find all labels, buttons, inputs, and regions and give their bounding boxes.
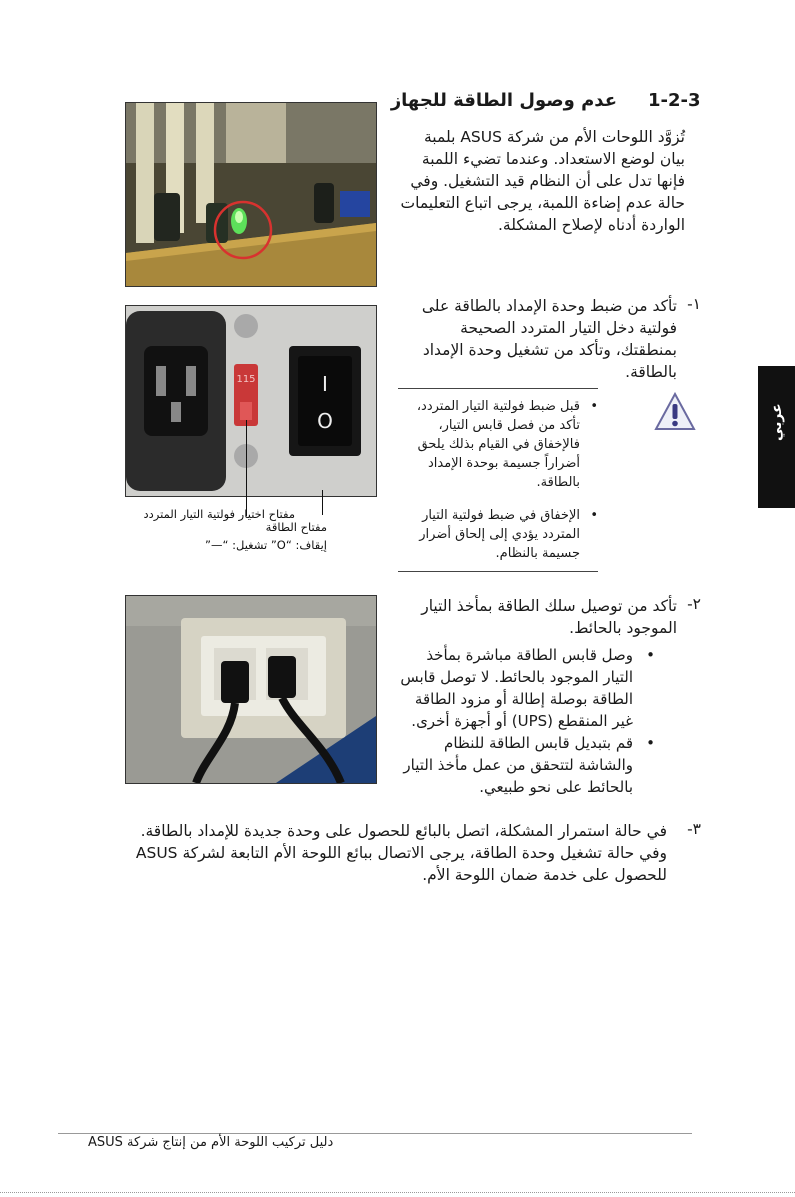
footer-text: دليل تركيب اللوحة الأم من إنتاج شركة ASUS bbox=[88, 1135, 334, 1150]
step-3-text: في حالة استمرار المشكلة، اتصل بالبائع للحصول على وحدة جديدة للإمداد بالطاقة. وفي حالة تشغيل وحدة الطاقة، يرجى الاتصال ببائع اللوحة الأم التابعة لشركة ASUS للحصول على خدمة ضمان اللوحة الأم. bbox=[135, 822, 667, 884]
language-side-tab bbox=[758, 366, 795, 508]
caution-list bbox=[402, 389, 598, 563]
switch-off-mark: O bbox=[317, 409, 333, 433]
voltage-selector-label: مفتاح اختيار فولتية التيار المتردد bbox=[143, 507, 295, 521]
step-2-number: ٢- bbox=[687, 595, 701, 613]
voltage-marking: 115 bbox=[236, 374, 256, 385]
section-number: 1-2-3 bbox=[648, 90, 701, 111]
caution-item: • قبل ضبط فولتية التيار المتردد، تأكد من فصل قابس التيار، فالإخفاق في القيام بذلك يلحق أضراراً جسيمة بوحدة الإمداد بالطاقة. bbox=[402, 397, 598, 492]
step-1-text: تأكد من ضبط وحدة الإمداد بالطاقة على فولتية دخل التيار المتردد الصحيحة بمنطقتك، وتأكد من تشغيل وحدة الإمداد بالطاقة. bbox=[421, 297, 677, 381]
power-switch-states: إيقاف: “O” تشغيل: “—” bbox=[205, 538, 327, 552]
language-tab-label: عربي bbox=[769, 403, 785, 441]
warning-triangle-icon bbox=[654, 392, 696, 436]
step-1-number: ١- bbox=[687, 295, 701, 313]
step-2-text: تأكد من توصيل سلك الطاقة بمأخذ التيار الموجود بالحائط. bbox=[421, 597, 677, 637]
footer-divider bbox=[58, 1133, 692, 1134]
leader-line bbox=[246, 420, 247, 516]
power-supply-photo bbox=[125, 305, 377, 497]
step-2-bullets bbox=[395, 644, 655, 798]
wall-outlet-photo bbox=[125, 595, 377, 784]
caution-item: • الإخفاق في ضبط فولتية التيار المتردد يؤدي إلى إلحاق أضرار جسيمة بالنظام. bbox=[402, 506, 598, 563]
step-2-bullet: • قم بتبديل قابس الطاقة للنظام والشاشة لتتحقق من عمل مأخذ التيار بالحائط على نحو طبيعي. bbox=[395, 732, 655, 798]
section-title: عدم وصول الطاقة للجهاز bbox=[390, 90, 617, 111]
caution-box bbox=[398, 388, 598, 572]
leader-line bbox=[322, 490, 323, 515]
standby-led-photo bbox=[125, 102, 377, 287]
power-switch-label: مفتاح الطاقة bbox=[265, 520, 327, 534]
switch-on-mark: I bbox=[322, 372, 328, 396]
page-edge-dotted-line bbox=[0, 1192, 795, 1193]
step-3-number: ٣- bbox=[687, 820, 701, 838]
intro-paragraph: تُزوَّد اللوحات الأم من شركة ASUS بلمبة بيان لوضع الاستعداد. وعندما تضيء اللمبة فإنها تدل على أن النظام قيد التشغيل. وفي حالة عدم إضاءة اللمبة، يرجى اتباع التعليمات الواردة أدناه لإصلاح المشكلة. bbox=[400, 128, 685, 234]
step-2-bullet: • وصل قابس الطاقة مباشرة بمأخذ التيار الموجود بالحائط. لا توصل قابس الطاقة بوصلة إطالة أو مزود الطاقة غير المنقطع (UPS) أو أجهزة أخرى. bbox=[395, 644, 655, 732]
